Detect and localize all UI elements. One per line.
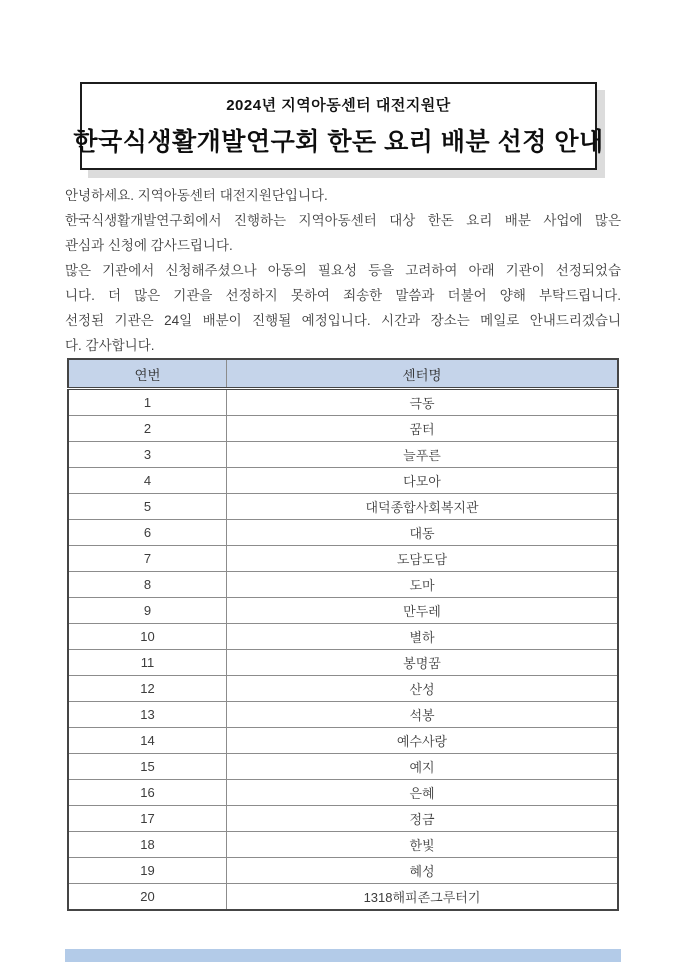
table-row	[68, 468, 618, 494]
table-row	[68, 598, 618, 624]
table-row	[68, 624, 618, 650]
column-header-number: 연번	[68, 359, 227, 389]
row-number: 11	[68, 650, 227, 676]
table-row	[68, 494, 618, 520]
row-number: 19	[68, 858, 227, 884]
row-number: 4	[68, 468, 227, 494]
row-number: 14	[68, 728, 227, 754]
center-name: 도마	[227, 572, 619, 598]
body-text	[65, 183, 621, 358]
bottom-blue-bar	[65, 949, 621, 962]
table-row	[68, 754, 618, 780]
announcement-header-box	[73, 82, 604, 170]
center-name: 예수사랑	[227, 728, 619, 754]
row-number: 8	[68, 572, 227, 598]
page-title: 한국식생활개발연구회 한돈 요리 배분 선정 안내	[73, 128, 604, 156]
center-name: 정금	[227, 806, 619, 832]
table-row	[68, 546, 618, 572]
header-subtitle: 2024년 지역아동센터 대전지원단	[226, 97, 451, 114]
center-name: 도담도담	[227, 546, 619, 572]
center-name: 예지	[227, 754, 619, 780]
row-number: 7	[68, 546, 227, 572]
table-row	[68, 728, 618, 754]
row-number: 16	[68, 780, 227, 806]
row-number: 3	[68, 442, 227, 468]
table-header-row	[68, 359, 618, 389]
center-name: 은혜	[227, 780, 619, 806]
table-row	[68, 520, 618, 546]
center-name: 늘푸른	[227, 442, 619, 468]
center-name: 극동	[227, 389, 619, 416]
center-name: 다모아	[227, 468, 619, 494]
center-name: 대덕종합사회복지관	[227, 494, 619, 520]
body-line: 한국식생활개발연구회에서 진행하는 지역아동센터 대상 한돈 요리 배분 사업에 많은	[65, 213, 621, 228]
table-row	[68, 702, 618, 728]
center-name: 1318해피존그루터기	[227, 884, 619, 911]
table-row	[68, 832, 618, 858]
body-line: 안녕하세요. 지역아동센터 대전지원단입니다.	[65, 188, 328, 203]
table-row	[68, 389, 618, 416]
center-name: 별하	[227, 624, 619, 650]
row-number: 10	[68, 624, 227, 650]
selected-centers-table	[67, 358, 619, 911]
table-body	[68, 389, 618, 911]
table-row	[68, 858, 618, 884]
row-number: 1	[68, 389, 227, 416]
row-number: 17	[68, 806, 227, 832]
body-line: 관심과 신청에 감사드립니다.	[65, 238, 233, 253]
table-row	[68, 442, 618, 468]
center-name: 석봉	[227, 702, 619, 728]
column-header-center-name: 센터명	[227, 359, 619, 389]
center-name: 꿈터	[227, 416, 619, 442]
table-row	[68, 806, 618, 832]
table-row	[68, 676, 618, 702]
table-row	[68, 780, 618, 806]
table-row	[68, 884, 618, 911]
center-name: 봉명꿈	[227, 650, 619, 676]
table-row	[68, 572, 618, 598]
table-row	[68, 416, 618, 442]
center-name: 만두레	[227, 598, 619, 624]
row-number: 13	[68, 702, 227, 728]
row-number: 9	[68, 598, 227, 624]
row-number: 6	[68, 520, 227, 546]
row-number: 2	[68, 416, 227, 442]
body-line: 선정된 기관은 24일 배분이 진행될 예정입니다. 시간과 장소는 메일로 안내드리겠습니	[65, 313, 621, 328]
body-line: 니다. 더 많은 기관을 선정하지 못하여 죄송한 말씀과 더불어 양해 부탁드립니다.	[65, 288, 621, 303]
center-name: 산성	[227, 676, 619, 702]
table-row	[68, 650, 618, 676]
center-name: 대동	[227, 520, 619, 546]
row-number: 5	[68, 494, 227, 520]
center-name: 한빛	[227, 832, 619, 858]
row-number: 12	[68, 676, 227, 702]
table-header	[68, 359, 618, 389]
center-name: 혜성	[227, 858, 619, 884]
body-line: 다. 감사합니다.	[65, 338, 155, 353]
row-number: 20	[68, 884, 227, 911]
row-number: 15	[68, 754, 227, 780]
row-number: 18	[68, 832, 227, 858]
body-line: 많은 기관에서 신청해주셨으나 아동의 필요성 등을 고려하여 아래 기관이 선정되었습	[65, 263, 621, 278]
